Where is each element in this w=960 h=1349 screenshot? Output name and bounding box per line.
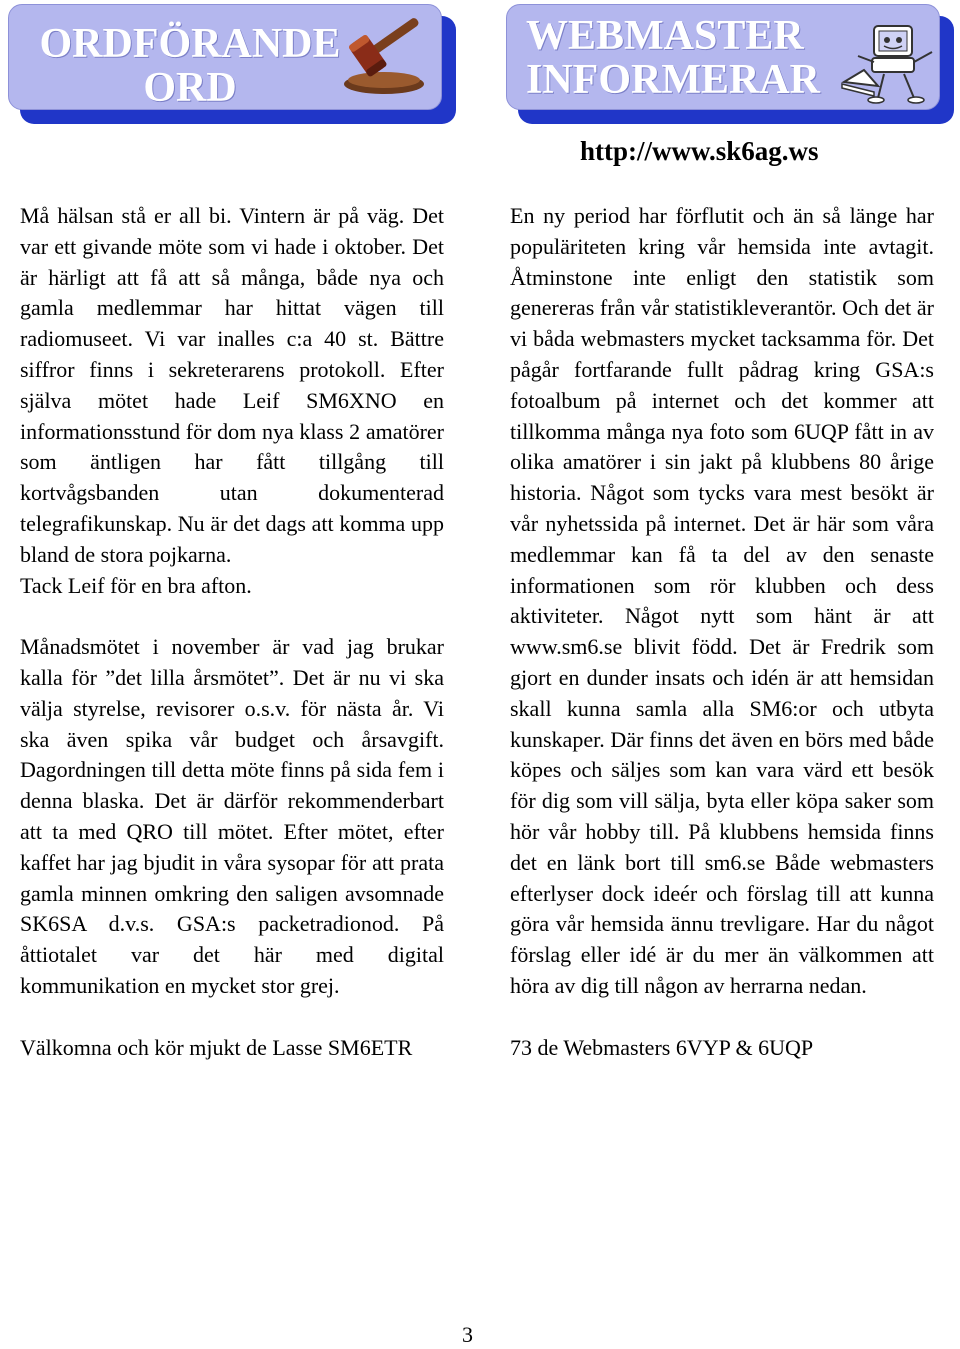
website-url: http://www.sk6ag.ws [580,136,819,166]
chairman-paragraph-1-last: Tack Leif för en bra afton. [20,572,252,598]
webmaster-paragraph-1: En ny period har förflutit och än så länge har populäriteten kring vår hemsida inte avtagit. Åtminstone inte enligt den statistik som genereras från vår statistikleverantör. Och det är vi båda webmasters mycket tacksamma för. Det pågår fortfarande fullt pådrag kring GSA:s fotoalbum på internet och det kommer att tillkomma många nya foto som 6UQP fått in av olika amatörer i sin jakt på klubbens 80 årige historia. Något som tycks vara mest besökt är vår nyhetssida på internet. Det är här som våra medlemmar kan få ta del av den senaste informationen som rör klubben och dess aktiviteter. Något nytt som hänt är att www.sm6.se blivit född. Det är Fredrik som gjort en dunder insats och idén är att hemsidan skall kunna samla alla SM6:or och utbyta kunskaper. Där finns det även en börs med både köpes och säljes som kan vara värd ett besök för dig som vill sälja, byta eller köpa saker som hör vår hobby till. På klubbens hemsida finns det en länk bort till sm6.se Både webmasters efterlyser dock ideér och förslag till att kunna göra vår hemsida ännu trevligare. Har du något förslag eller idé är du mer än välkommen att höra av dig till någon av herrarna nedan. [510,203,934,998]
chairman-paragraph-1: Må hälsan stå er all bi. Vintern är på väg. Det var ett givande möte som vi hade i oktober. Det är härligt att få att så många, både nya och gamla medlemmar har hittat vägen till radiomuseet. Vi var inalles c:a 40 st. Bättre siffror finns i sekreterarens protokoll. Efter själva mötet hade Leif SM6XNO en informationsstund för dom nya klass 2 amatörer som äntligen har fått tillgång till kortvågsbanden utan dokumenterad telegrafikunskap. Nu är det dags att komma upp bland de stora pojkarna. [20,203,444,567]
webmaster-signature: 73 de Webmasters 6VYP & 6UQP [510,1034,814,1060]
computer-mascot-icon [834,12,944,104]
page-number: 3 [462,1322,473,1347]
chairman-signoff: Välkomna och kör mjukt de Lasse SM6ETR [20,1034,413,1060]
ordforande-ord-banner [8,4,458,126]
banner-title: WEBMASTER INFORMERAR [526,13,820,103]
webmaster-informerar-banner [506,4,956,126]
chairman-column [20,201,444,1063]
gavel-icon [326,2,452,102]
banner-title: ORDFÖRANDE ORD [39,21,341,111]
webmaster-column [510,201,934,1063]
chairman-paragraph-2: Månadsmötet i november är vad jag brukar kalla för ”det lilla årsmötet”. Det är nu vi ska välja styrelse, revisorer o.s.v. för nästa år. Vi ska även spika vår budget och årsavgift. Dagordningen till detta möte finns på sida fem i denna blaska. Det är därför rekommenderbart att ta med QRO till mötet. Efter mötet, efter kaffet har jag bjudit in våra sysopar för att prata gamla minnen omkring den saligen avsomnade SK6SA d.v.s. GSA:s packetradionod. På åttiotalet var det här med digital kommunikation en mycket stor grej. [20,634,444,998]
